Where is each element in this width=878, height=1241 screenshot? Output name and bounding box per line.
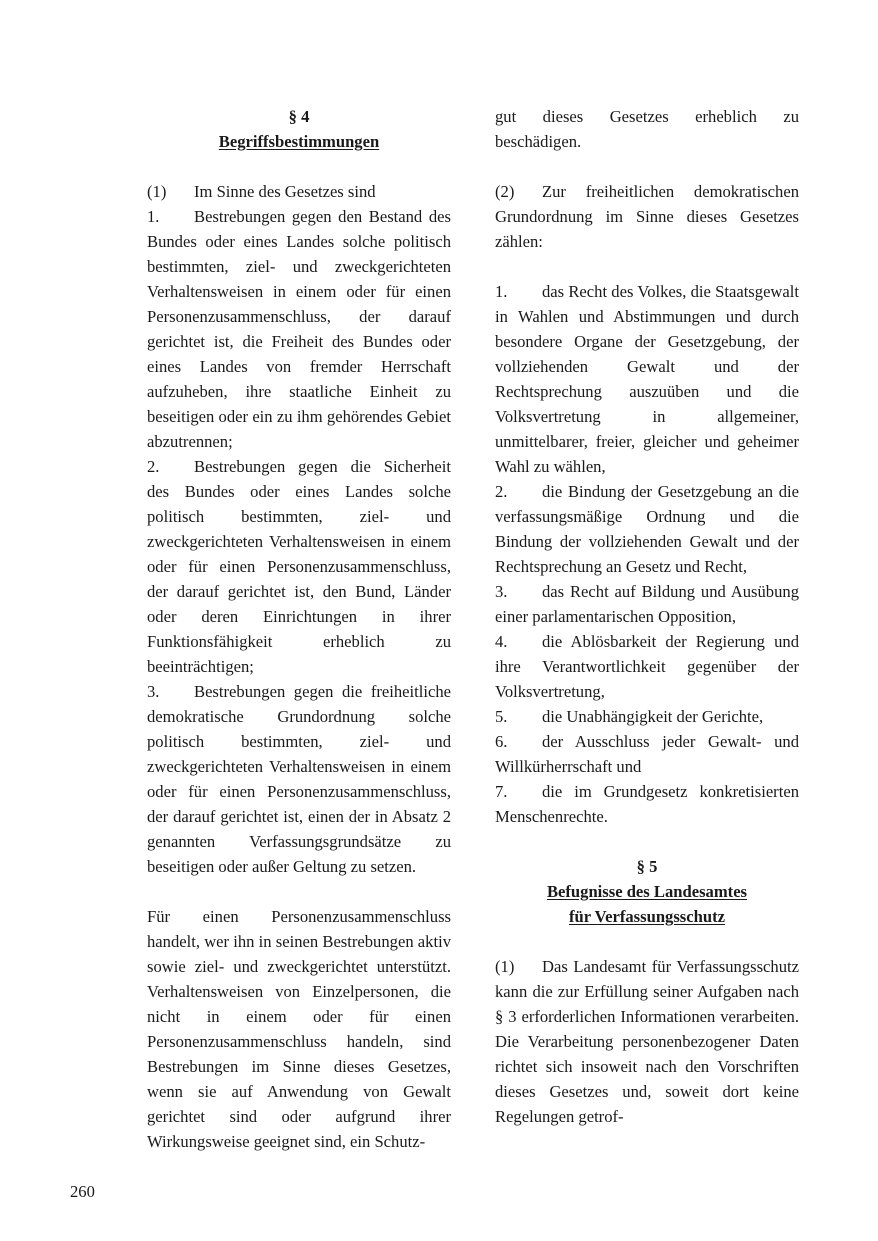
section-5-title-line-2: für Verfassungsschutz xyxy=(569,907,725,926)
paragraph-number: (1) xyxy=(147,182,167,201)
list-item-1 xyxy=(495,279,799,479)
list-text: die Bindung der Gesetzgebung an die verfassungsmäßige Ordnung und die Bindung der vollziehenden Gewalt und der Rechtsprechung an Gesetz und Recht, xyxy=(495,482,799,576)
list-number: 6. xyxy=(495,732,508,751)
list-number: 1. xyxy=(147,207,160,226)
section-4-title: Begriffsbestimmungen xyxy=(218,132,380,151)
left-column xyxy=(147,104,451,1154)
list-number: 5. xyxy=(495,707,508,726)
list-text: Bestrebungen gegen die freiheitliche demokratische Grundordnung solche politisch bestimmten, ziel- und zweckgerichteten Verhaltensweisen in einem oder für einen Personenzusammenschluss, der darauf gerichtet ist, einen der in Absatz 2 genannten Verfassungsgrundsätze zu beseitigen oder außer Geltung zu setzen. xyxy=(147,682,451,876)
section-5-heading xyxy=(495,854,799,929)
list-number: 4. xyxy=(495,632,508,651)
list-item-4 xyxy=(495,629,799,704)
list-text: die Ablösbarkeit der Regierung und ihre Verantwortlichkeit gegenüber der Volksvertretung, xyxy=(495,632,799,701)
section-5-symbol: § 5 xyxy=(636,857,658,876)
list-item-2 xyxy=(147,454,451,679)
list-item-3 xyxy=(147,679,451,879)
list-number: 2. xyxy=(495,482,508,501)
list-text: Bestrebungen gegen den Bestand des Bundes oder eines Landes solche politisch bestimmten, ziel- und zweckgerichteten Verhaltensweisen in einem oder für einen Personenzusammenschluss, der darauf gerichtet ist, die Freiheit des Bundes oder eines Landes von fremder Herrschaft aufzuheben, ihre staatliche Einheit zu beseitigen oder ein zu ihm gehörendes Gebiet abzutrennen; xyxy=(147,207,451,451)
paragraph-personenzusammenschluss: Für einen Personenzusammenschluss handelt, wer ihn in seinen Bestrebungen aktiv sowie ziel- und zweckgerichtet unterstützt. Verhaltensweisen von Einzelpersonen, die nicht in einem oder für einen Personenzusammenschluss handeln, sind Bestrebungen im Sinne dieses Gesetzes, wenn sie auf Anwendung von Gewalt gerichtet sind oder aufgrund ihrer Wirkungsweise geeignet sind, ein Schutz- xyxy=(147,907,451,1151)
list-number: 2. xyxy=(147,457,160,476)
section-4-heading xyxy=(147,104,451,154)
list-text: das Recht auf Bildung und Ausübung einer parlamentarischen Opposition, xyxy=(495,582,799,626)
list-text: der Ausschluss jeder Gewalt- und Willkürherrschaft und xyxy=(495,732,799,776)
paragraph-1-intro xyxy=(147,179,451,204)
list-number: 3. xyxy=(495,582,508,601)
list-item-5 xyxy=(495,704,799,729)
list-text: die Unabhängigkeit der Gerichte, xyxy=(542,707,764,726)
paragraph-number: (2) xyxy=(495,182,515,201)
paragraph-text: Im Sinne des Gesetzes sind xyxy=(194,182,376,201)
section-4-symbol: § 4 xyxy=(288,107,310,126)
list-text: Bestrebungen gegen die Sicherheit des Bundes oder eines Landes solche politisch bestimmten, ziel- und zweckgerichteten Verhaltensweisen in einem oder für einen Personenzusammenschluss, der darauf gerichtet ist, den Bund, Länder oder deren Einrichtungen in ihrer Funktionsfähigkeit erheblich zu beeinträchtigen; xyxy=(147,457,451,676)
list-text: die im Grundgesetz konkretisierten Menschenrechte. xyxy=(495,782,799,826)
paragraph-text: Das Landesamt für Verfassungsschutz kann die zur Erfüllung seiner Aufgaben nach § 3 erforderlichen Informationen verarbeiten. Die Verarbeitung personenbezogener Daten richtet sich insoweit nach den Vorschriften dieses Gesetzes und, soweit dort keine Regelungen getrof- xyxy=(495,957,799,1126)
list-number: 1. xyxy=(495,282,508,301)
list-text: das Recht des Volkes, die Staatsgewalt in Wahlen und Abstimmungen und durch besondere Organe der Gesetzgebung, der vollziehenden Gewalt und der Rechtsprechung auszuüben und die Volksvertretung in allgemeiner, unmittelbarer, freier, gleicher und geheimer Wahl zu wählen, xyxy=(495,282,799,476)
list-item-6 xyxy=(495,729,799,779)
paragraph-number: (1) xyxy=(495,957,515,976)
list-item-1 xyxy=(147,204,451,454)
continuation-text: gut dieses Gesetzes erheblich zu beschädigen. xyxy=(495,107,799,151)
right-column xyxy=(495,104,799,1129)
list-item-2 xyxy=(495,479,799,579)
list-item-7 xyxy=(495,779,799,829)
paragraph-text: Zur freiheitlichen demokratischen Grundordnung im Sinne dieses Gesetzes zählen: xyxy=(495,182,799,251)
list-number: 3. xyxy=(147,682,160,701)
list-number: 7. xyxy=(495,782,508,801)
paragraph-2 xyxy=(495,179,799,254)
list-item-3 xyxy=(495,579,799,629)
section-5-title-line-1: Befugnisse des Landesamtes xyxy=(546,882,748,901)
page-number: 260 xyxy=(70,1182,95,1201)
section-5-paragraph-1 xyxy=(495,954,799,1129)
